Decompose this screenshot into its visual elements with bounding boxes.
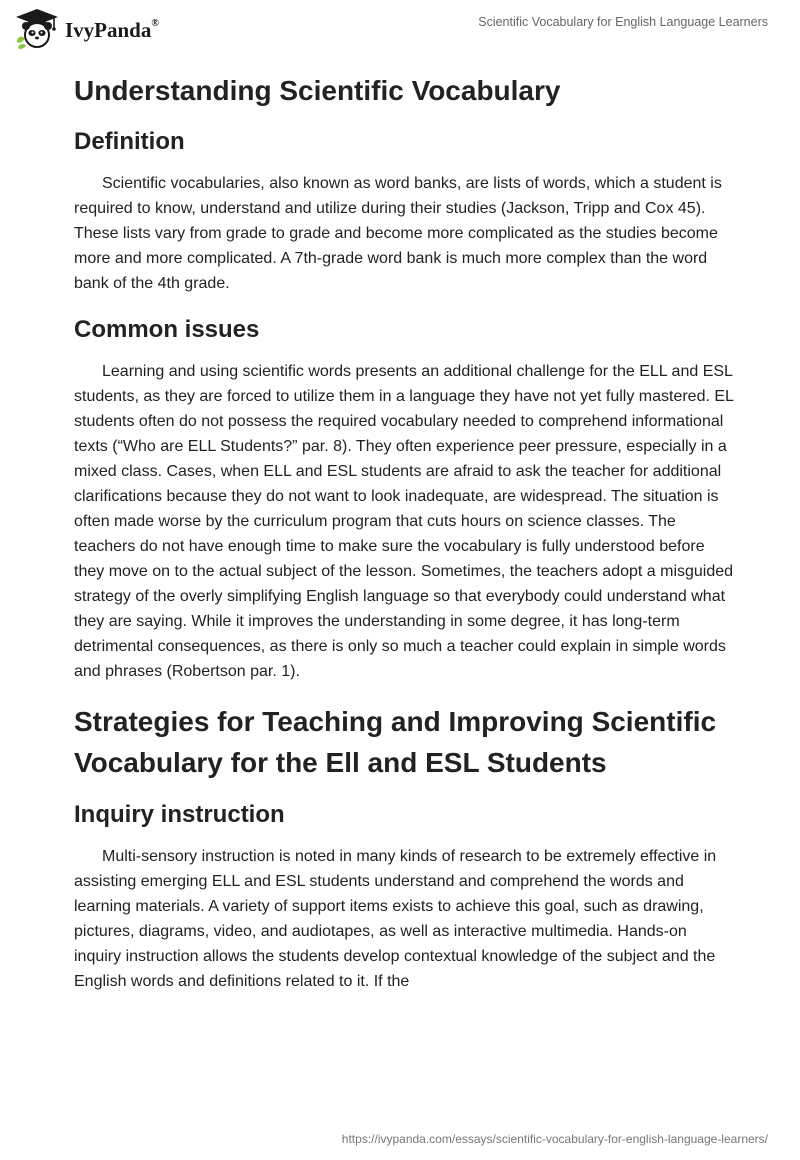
main-heading: Understanding Scientific Vocabulary [74, 75, 561, 106]
registered-mark: ® [151, 17, 159, 29]
page-header [0, 0, 800, 60]
section-heading-common-issues: Common issues [74, 316, 260, 343]
strategies-heading: Strategies for Teaching and Improving Scientific Vocabulary for the Ell and ESL Students [74, 706, 717, 778]
section-heading-inquiry-instruction: Inquiry instruction [74, 801, 285, 828]
brand-name: IvyPanda® [65, 17, 159, 42]
essay-content [74, 72, 734, 1012]
paragraph-common-issues: Learning and using scientific words presents an additional challenge for the ELL and ESL students, as they are forced to utilize them in a language they have not yet fully mastered. EL students often do not possess the required vocabulary needed to comprehend informational texts (“Who are ELL Students?” par. 8). They often experience peer pressure, especially in a mixed class. Cases, when ELL and ESL students are afraid to ask the teacher for additional clarifications because they do not want to look inadequate, are widespread. The situation is often made worse by the curriculum program that cuts hours on science classes. The teachers do not have enough time to make sure the vocabulary is fully understood before they move on to the actual subject of the lesson. Sometimes, the teachers adopt a misguided strategy of the overly simplifying English language so that everybody could understand what they are saying. While it improves the understanding in some degree, it has long-term detrimental consequences, as there is only so much a teacher could explain in simple words and phrases (Robertson par. 1). [74, 363, 734, 680]
section-heading-definition: Definition [74, 128, 185, 155]
source-url[interactable]: https://ivypanda.com/essays/scientific-vocabulary-for-english-language-learners/ [341, 1132, 768, 1146]
document-title: Scientific Vocabulary for English Language Learners [478, 15, 768, 29]
paragraph-definition: Scientific vocabularies, also known as word banks, are lists of words, which a student is required to know, understand and utilize during their studies (Jackson, Tripp and Cox 45). These lists vary from grade to grade and become more complicated as the studies become more and more complicated. A 7th-grade word bank is much more complex than the word bank of the 4th grade. [74, 175, 722, 292]
panda-graduate-icon [14, 8, 60, 50]
brand-logo[interactable] [14, 8, 159, 50]
paragraph-inquiry-instruction: Multi-sensory instruction is noted in many kinds of research to be extremely effective in assisting emerging ELL and ESL students understand and comprehend the words and learning materials. A variety of support items exists to achieve this goal, such as drawing, pictures, diagrams, video, and audiotapes, as well as interactive multimedia. Hands-on inquiry instruction allows the students develop contextual knowledge of the subject and the English words and definitions related to it. If the [74, 848, 717, 990]
